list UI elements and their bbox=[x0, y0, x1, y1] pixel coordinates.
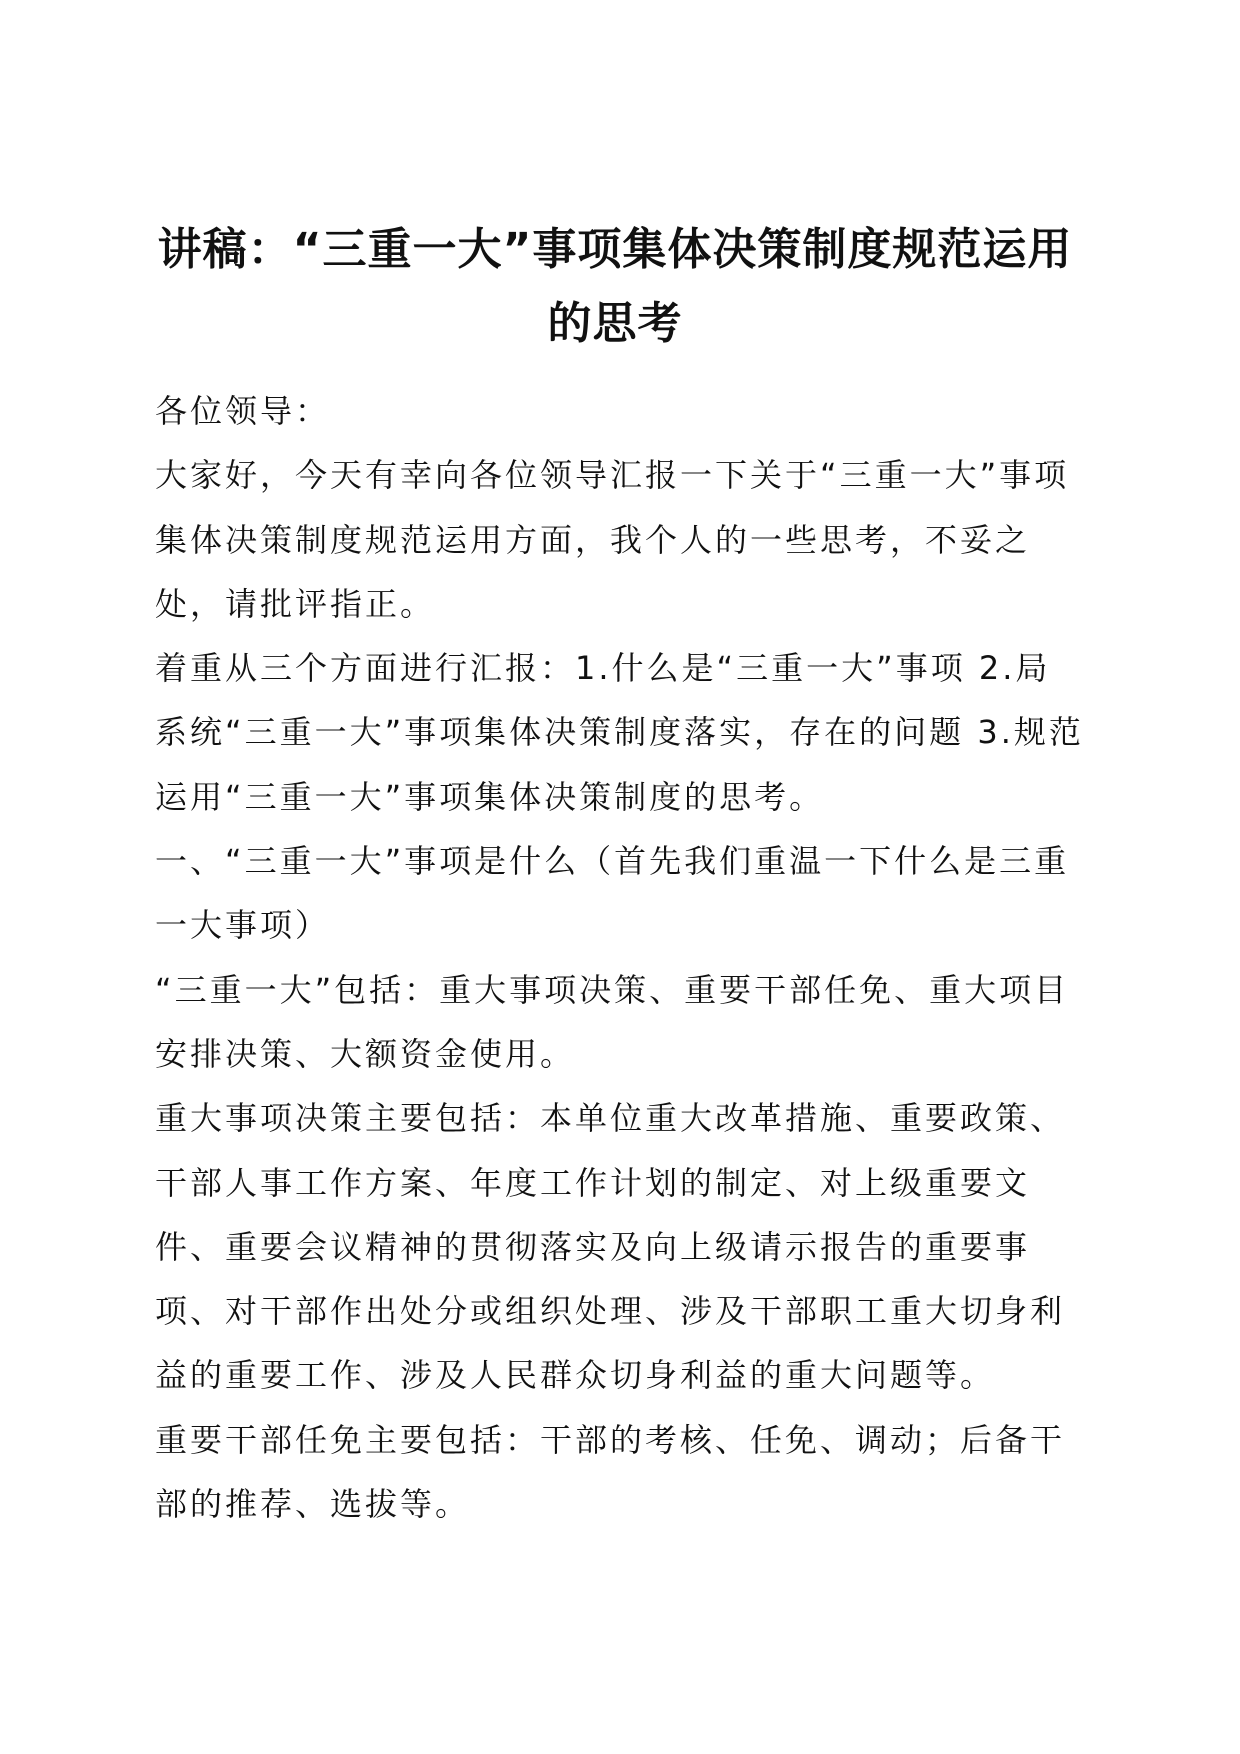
cadre-appointment-paragraph: 重要干部任免主要包括：干部的考核、任免、调动；后备干部的推荐、选拔等。 bbox=[155, 1420, 1066, 1524]
section-heading-1: 一、“三重一大”事项是什么（首先我们重温一下什么是三重一大事项） bbox=[155, 842, 1070, 945]
definition-paragraph: “三重一大”包括：重大事项决策、重要干部任免、重大项目安排决策、大额资金使用。 bbox=[155, 970, 1070, 1073]
major-decisions-paragraph: 重大事项决策主要包括：本单位重大改革措施、重要政策、干部人事工作方案、年度工作计划的制定、对上级重要文件、重要会议精神的贯彻落实及向上级请示报告的重要事项、对干部作出处分或组织处理、涉及干部职工重大切身利益的重要工作、涉及人民群众切身利益的重大问题等。 bbox=[155, 1099, 1066, 1395]
salutation-paragraph: 各位领导： bbox=[155, 392, 331, 430]
document-title: 讲稿：“三重一大”事项集体决策制度规范运用的思考 bbox=[157, 224, 1073, 349]
outline-paragraph: 着重从三个方面进行汇报：1.什么是“三重一大”事项 2.局系统“三重一大”事项集体决策制度落实，存在的问题 3.规范运用“三重一大”事项集体决策制度的思考。 bbox=[155, 649, 1084, 816]
greeting-paragraph: 大家好，今天有幸向各位领导汇报一下关于“三重一大”事项集体决策制度规范运用方面，我个人的一些思考，不妥之处，请批评指正。 bbox=[155, 456, 1070, 623]
document-body bbox=[155, 379, 1085, 1536]
